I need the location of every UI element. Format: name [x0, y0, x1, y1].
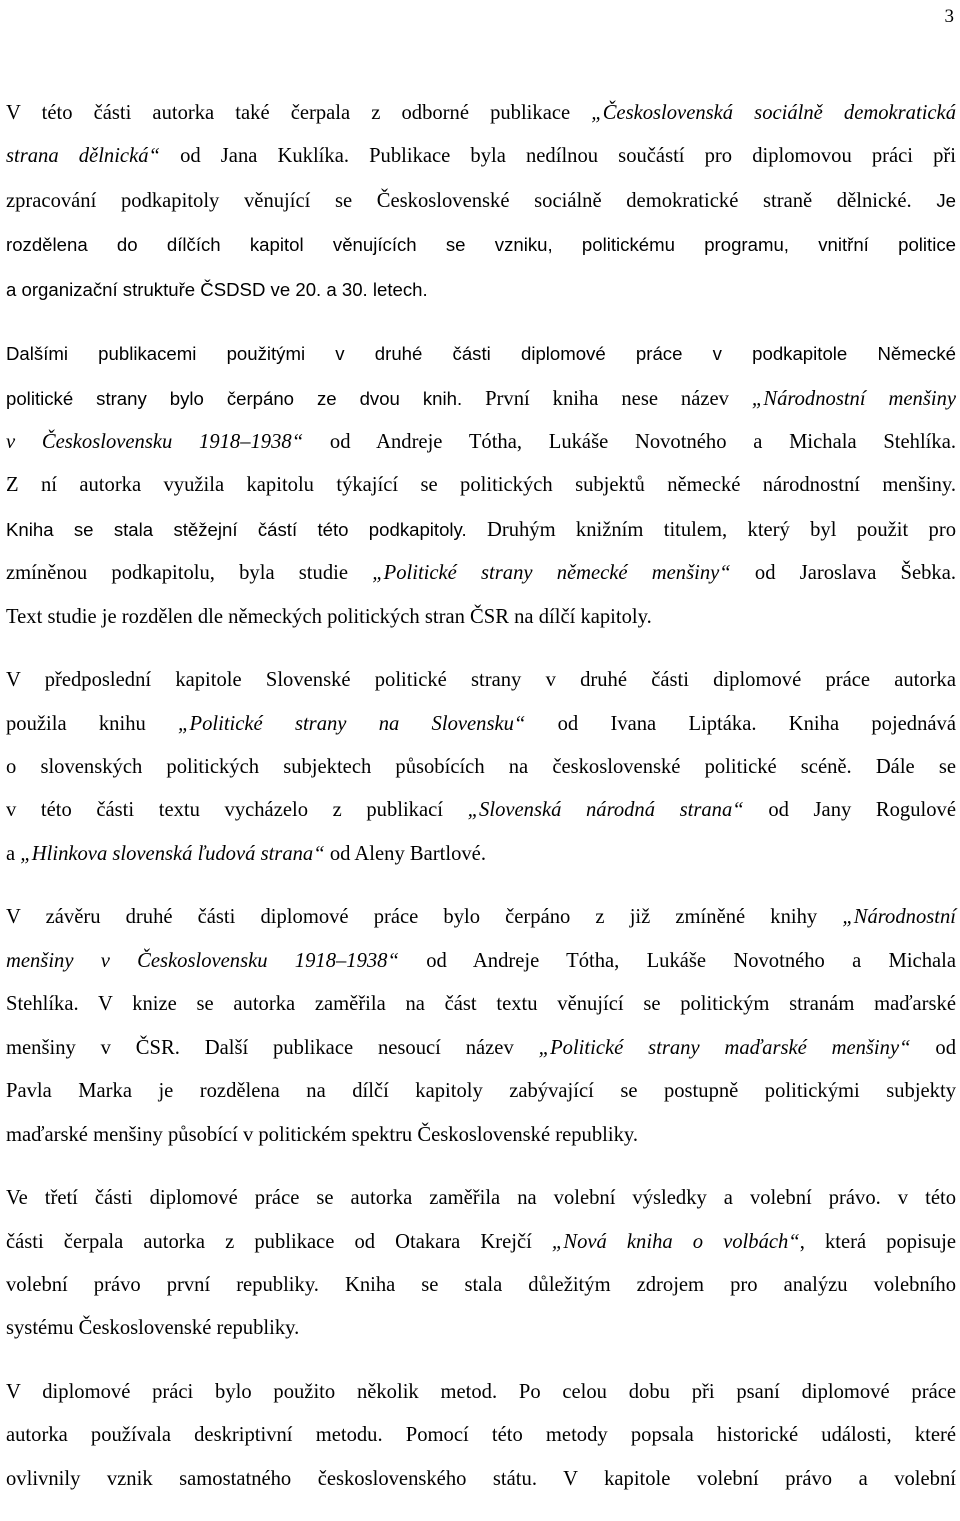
text-line	[6, 268, 956, 312]
text-run: V závěru druhé části diplomové práce bylo čerpáno z již zmíněné knihy	[6, 906, 843, 929]
text-run: Ve třetí části diplomové práce se autorka zaměřila na volební výsledky a volební právo. v této	[6, 1187, 956, 1210]
text-run: Text studie je rozdělen dle německých politických stran ČSR na dílčí kapitoly.	[6, 605, 652, 628]
text-run: od Andreje Tótha, Lukáše Novotného a Michala Stehlíka.	[303, 431, 956, 454]
document-body	[6, 92, 956, 1521]
title-citation: „Politické strany německé menšiny“	[372, 562, 731, 585]
text-run: Je	[936, 189, 956, 211]
text-run: o slovenských politických subjektech působících na československé politické scéně. Dále se	[6, 756, 956, 779]
text-line	[6, 746, 956, 789]
text-run: od Jana Kuklíka. Publikace byla nedílnou součástí pro diplomovou práci při	[159, 145, 956, 168]
text-line	[6, 983, 956, 1026]
text-line	[6, 596, 956, 639]
text-run: v této části textu vycházelo z publikací	[6, 799, 468, 822]
text-line	[6, 179, 956, 223]
text-run: od Jany Rogulové	[743, 799, 956, 822]
text-run: Kniha se stala stěžejní částí této podkapitoly.	[6, 518, 467, 540]
text-run: rozdělena do dílčích kapitol věnujících se vzniku, politickému programu, vnitřní politice	[6, 234, 956, 256]
text-line	[6, 1458, 956, 1501]
text-line	[6, 377, 956, 421]
text-line	[6, 703, 956, 746]
text-run: od Jaroslava Šebka.	[730, 562, 957, 585]
paragraph-p4	[6, 896, 956, 1156]
title-citation: „Národnostní menšiny	[751, 387, 957, 410]
text-run: použila knihu	[6, 712, 179, 735]
text-run: zpracování podkapitoly věnující se Československé sociálně demokratické straně dělnické.	[6, 189, 937, 212]
text-run: volební právo první republiky. Kniha se stala důležitým zdrojem pro analýzu volebního	[6, 1273, 956, 1296]
page-number: 3	[944, 6, 954, 27]
text-line	[6, 1177, 956, 1220]
text-line	[6, 896, 956, 939]
text-line	[6, 833, 956, 876]
paragraph-p2	[6, 332, 956, 639]
text-run: od Aleny Bartlové.	[324, 842, 486, 865]
text-run: od	[910, 1036, 956, 1059]
text-line	[6, 421, 956, 464]
title-citation: „Nová kniha o volbách“	[551, 1230, 800, 1253]
title-citation: v Československu 1918–1938“	[6, 431, 304, 454]
text-run: autorka používala deskriptivní metodu. Pomocí této metody popsala historické události, které	[6, 1424, 956, 1447]
text-line	[6, 1114, 956, 1157]
title-citation: „Československá sociálně demokratická	[591, 102, 956, 124]
text-run: a organizační struktuře ČSDSD ve 20. a 30. letech.	[6, 278, 428, 300]
title-citation: „Politické strany na Slovensku“	[178, 712, 526, 735]
text-run: V této části autorka také čerpala z odborné publikace	[6, 102, 592, 124]
text-line	[6, 332, 956, 376]
text-line	[6, 1307, 956, 1350]
text-run: Dalšími publikacemi použitými v druhé části diplomové práce v podkapitole Německé	[6, 343, 956, 365]
title-citation: „Politické strany maďarské menšiny“	[538, 1036, 911, 1059]
title-citation: „Hlinkova slovenská ľudová strana“	[20, 842, 325, 865]
paragraph-p6	[6, 1371, 956, 1501]
paragraph-p1	[6, 92, 956, 312]
text-run: od Andreje Tótha, Lukáše Novotného a Michala	[398, 949, 956, 972]
text-line	[6, 1221, 956, 1264]
text-line	[6, 552, 956, 595]
text-line	[6, 464, 956, 507]
text-line	[6, 1070, 956, 1113]
text-line	[6, 940, 956, 983]
text-run: části čerpala autorka z publikace od Otakara Krejčí	[6, 1230, 552, 1253]
text-line	[6, 508, 956, 552]
text-line	[6, 1264, 956, 1307]
text-run: ovlivnily vznik samostatného československého státu. V kapitole volební právo a volební	[6, 1467, 956, 1490]
text-run: V diplomové práci bylo použito několik metod. Po celou dobu při psaní diplomové práce	[6, 1380, 956, 1403]
text-line	[6, 789, 956, 832]
text-run: Stehlíka. V knize se autorka zaměřila na část textu věnující se politickým stranám maďarské	[6, 993, 956, 1016]
text-line	[6, 659, 956, 702]
text-run: V předposlední kapitole Slovenské politické strany v druhé části diplomové práce autorka	[6, 669, 956, 692]
text-run: a	[6, 842, 21, 865]
title-citation: menšiny v Československu 1918–1938“	[6, 949, 399, 972]
text-run: Pavla Marka je rozdělena na dílčí kapitoly zabývající se postupně politickými subjekty	[6, 1080, 956, 1103]
text-run: od Ivana Liptáka. Kniha pojednává	[525, 712, 956, 735]
text-line	[6, 92, 956, 135]
text-run: Druhým knižním titulem, který byl použit pro	[466, 518, 957, 541]
text-run: , která popisuje	[799, 1230, 957, 1253]
paragraph-p3	[6, 659, 956, 876]
text-line	[6, 135, 956, 178]
text-run: První kniha nese název	[462, 387, 752, 410]
text-line	[6, 1414, 956, 1457]
title-citation: strana dělnická“	[6, 145, 160, 168]
text-line	[6, 1027, 956, 1070]
paragraph-p5	[6, 1177, 956, 1351]
text-run: menšiny v ČSR. Další publikace nesoucí název	[6, 1036, 539, 1059]
text-run: maďarské menšiny působící v politickém spektru Československé republiky.	[6, 1123, 638, 1146]
text-run: zmíněnou podkapitolu, byla studie	[6, 562, 373, 585]
text-line	[6, 1371, 956, 1414]
text-run: politické strany bylo čerpáno ze dvou knih.	[6, 387, 463, 409]
title-citation: „Národnostní	[842, 906, 956, 929]
text-run: Z ní autorka využila kapitolu týkající se politických subjektů německé národnostní menšiny.	[6, 474, 956, 497]
title-citation: „Slovenská národná strana“	[467, 799, 744, 822]
text-run: systému Československé republiky.	[6, 1317, 300, 1340]
text-line	[6, 223, 956, 267]
